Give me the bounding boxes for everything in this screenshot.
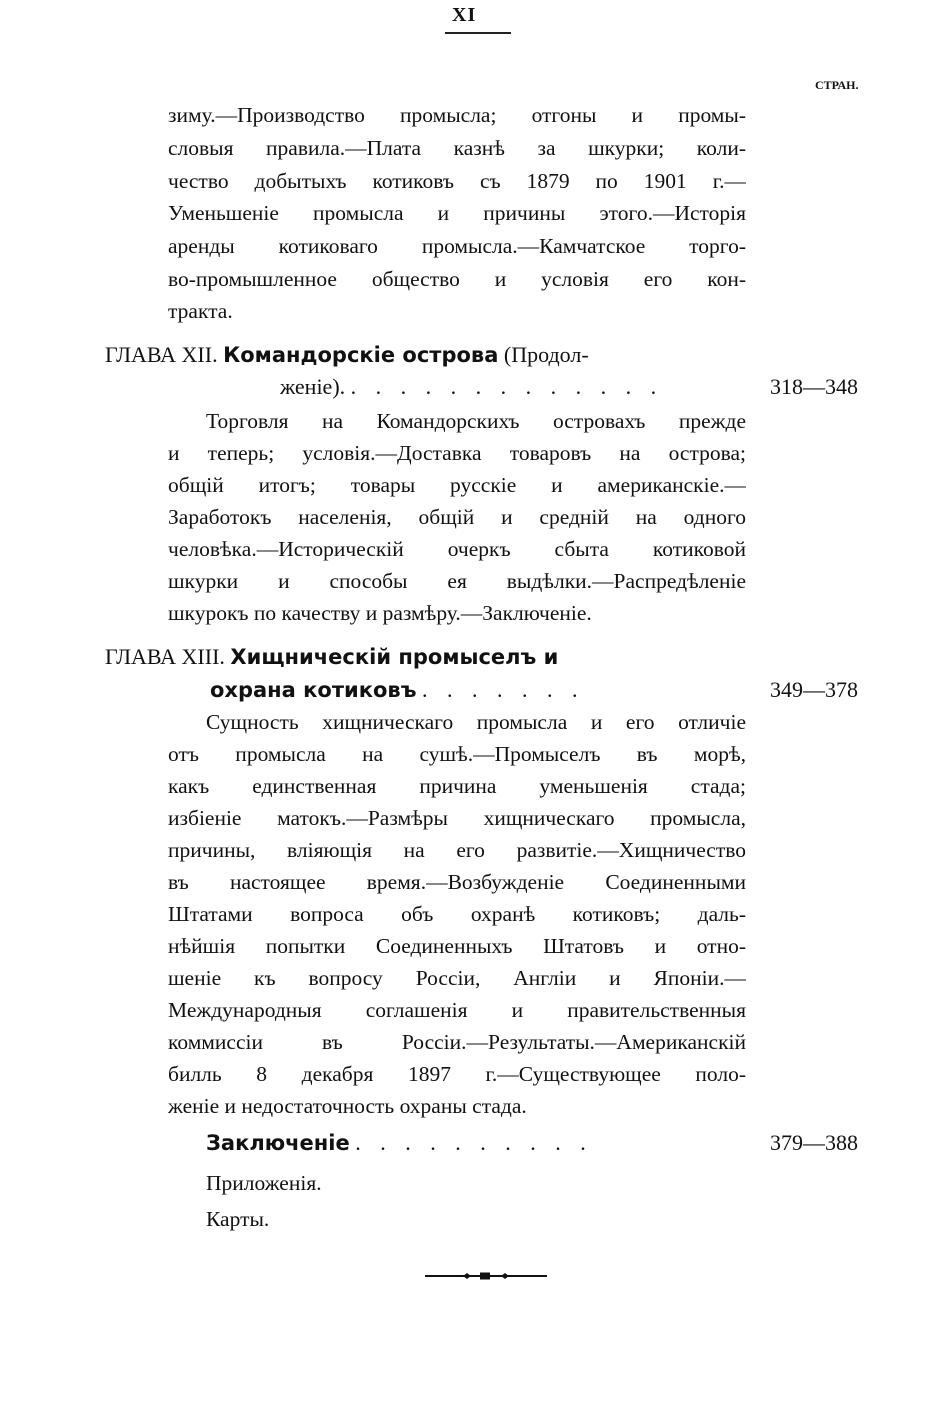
text-line: женіе и недостаточность охраны стада.: [168, 1094, 527, 1118]
text-line: избіеніе матокъ.—Размѣры хищническаго промысла,: [168, 806, 746, 830]
page-range: 318—348: [770, 374, 858, 399]
text-line: Заработокъ населенія, общій и средній на одного: [168, 505, 746, 529]
text-line: въ настоящее время.—Возбужденіе Соединенными: [168, 870, 746, 894]
text-line: Сущность хищническаго промысла и его отличіе: [206, 710, 746, 734]
chapter-13-heading: [105, 642, 760, 672]
text-line: тракта.: [168, 299, 233, 323]
text-line: шеніе къ вопросу Россіи, Англіи и Японіи.—: [168, 966, 746, 990]
chapter-title: Хищническій промыселъ и: [230, 645, 559, 669]
chapter-title: Командорскіе острова: [223, 343, 499, 367]
text-line: Торговля на Командорскихъ островахъ прежде: [206, 409, 746, 433]
chapter-title-suffix: (Продол-: [503, 342, 589, 367]
text-line: Международныя соглашенія и правительственныя: [168, 998, 746, 1022]
appendices-entry: Приложенія.: [206, 1171, 322, 1195]
text-line: нѣйшія попытки Соединенныхъ Штатовъ и отно-: [168, 934, 746, 958]
text-line: человѣка.—Историческій очеркъ сбыта котиковой: [168, 537, 746, 561]
chapter-label: ГЛАВА XII.: [105, 342, 218, 367]
text-line: аренды котиковаго промысла.—Камчатское торго-: [168, 234, 746, 258]
page-range: 349—378: [770, 677, 858, 702]
dot-leader: . . . . . . . . . .: [355, 1130, 593, 1155]
chapter-label: ГЛАВА XIII.: [105, 644, 225, 669]
text-line: словыя правила.—Плата казнѣ за шкурки; коли-: [168, 136, 746, 160]
maps-entry: Карты.: [206, 1207, 270, 1231]
text-line: шкурокъ по качеству и размѣру.—Заключеніе.: [168, 601, 592, 625]
text-line: коммиссіи въ Россіи.—Результаты.—Американскій: [168, 1030, 746, 1054]
ornament-divider: [425, 1272, 547, 1280]
dot-leader: . . . . . . .: [421, 677, 585, 702]
conclusion-title: Заключеніе: [206, 1131, 350, 1155]
text-line: шкурки и способы ея выдѣлки.—Распредѣленіе: [168, 569, 746, 593]
dot-leader: . . . . . . . . . . . . .: [350, 374, 664, 399]
text-line: Уменьшеніе промысла и причины этого.—Исторія: [168, 201, 746, 225]
text-line: билль 8 декабря 1897 г.—Существующее поло-: [168, 1062, 746, 1086]
text-line: чество добытыхъ котиковъ съ 1879 по 1901 г.—: [168, 169, 746, 193]
text-line: причины, вліяющія на его развитіе.—Хищничество: [168, 838, 746, 862]
pages-column-label: СТРАН.: [815, 78, 859, 92]
text-line: зиму.—Производство промысла; отгоны и промы-: [168, 103, 746, 127]
chapter-title-cont: женіе).: [280, 374, 346, 399]
page-number: XI: [452, 4, 477, 26]
text-line: общій итогъ; товары русскіе и американскіе.—: [168, 473, 746, 497]
chapter-12-heading: [105, 340, 760, 370]
chapter-title-cont: охрана котиковъ: [210, 678, 417, 702]
chapter-12-heading-line2: [280, 372, 760, 402]
chapter-13-heading-line2: [210, 675, 760, 705]
text-line: во-промышленное общество и условія его кон-: [168, 267, 746, 291]
page-number-rule: [445, 32, 511, 34]
text-line: Штатами вопроса объ охранѣ котиковъ; даль-: [168, 902, 746, 926]
text-line: какъ единственная причина уменьшенія стада;: [168, 774, 746, 798]
conclusion-heading: [206, 1128, 760, 1158]
text-line: отъ промысла на сушѣ.—Промыселъ въ морѣ,: [168, 742, 746, 766]
text-line: и теперь; условія.—Доставка товаровъ на острова;: [168, 441, 746, 465]
page-range: 379—388: [770, 1130, 858, 1155]
